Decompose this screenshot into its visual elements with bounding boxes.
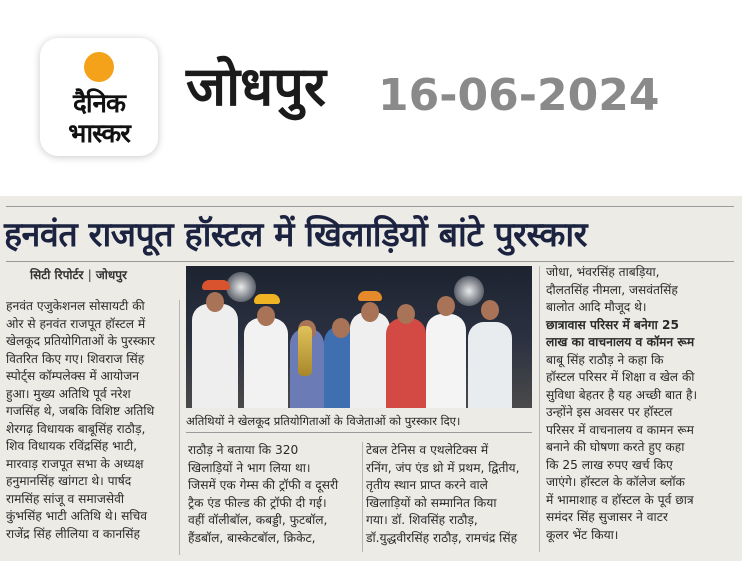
column-divider — [362, 442, 363, 552]
text-line: रनिंग, जंप एंड थ्रो में प्रथम, द्वितीय, — [366, 460, 520, 475]
text-line: मारवाड़ राजपूत सभा के अध्यक्ष — [6, 456, 144, 471]
text-line: गजसिंह थे, जबकि विशिष्ट अतिथि — [6, 404, 155, 418]
article-headline: हनवंत राजपूत हॉस्टल में खिलाड़ियों बांटे पुरस्कार — [4, 215, 588, 255]
text-line: में भामाशाह व हॉस्टल के पूर्व छात्र — [546, 492, 694, 507]
byline-place: जोधपुर — [95, 268, 127, 282]
edition-city: जोधपुर — [186, 55, 327, 118]
sun-icon — [84, 52, 114, 82]
person-head — [437, 296, 455, 316]
text-line: खिलाड़ियों को सम्मानित किया — [366, 495, 497, 510]
text-line: कुंभसिंह भाटी अतिथि थे। सचिव — [6, 509, 147, 523]
text-line: बनाने की घोषणा करते हुए कहा — [546, 440, 685, 454]
byline-separator: | — [87, 268, 92, 282]
text-line: ओर से हनवंत राजपूत हॉस्टल में — [6, 316, 146, 331]
person-head — [481, 300, 499, 320]
logo-text-line2: भास्कर — [68, 119, 130, 149]
text-line: खिलाड़ियों ने भाग लिया था। — [188, 460, 311, 475]
turban — [202, 280, 230, 290]
logo-text-line1: दैनिक — [73, 89, 125, 119]
top-rule — [6, 206, 734, 207]
person-head — [257, 306, 275, 326]
text-line: वितरित किए गए। शिवराज सिंह — [6, 351, 145, 366]
person-head — [397, 304, 415, 324]
page-header — [0, 0, 742, 190]
person-guest — [350, 312, 390, 408]
text-line: उन्होंने इस अवसर पर हॉस्टल — [546, 405, 673, 419]
text-line: जोधा, भंवरसिंह ताबड़िया, — [546, 265, 660, 279]
text-line: हनवंत एजुकेशनल सोसायटी की — [6, 299, 145, 313]
text-line: परिसर में वाचनालय व कामन रूम — [546, 422, 694, 437]
person-winner — [468, 322, 512, 408]
person-head — [206, 292, 224, 312]
text-line: समंदर सिंह सुजासर ने वाटर — [546, 510, 668, 524]
text-line: स्पोर्ट्स कॉम्पलेक्स में आयोजन — [6, 369, 139, 383]
text-line: सुविधा बेहतर है यह अच्छी बात है। — [546, 387, 698, 402]
text-line: कूलर भेंट किया। — [546, 527, 619, 542]
article-column-4 — [546, 264, 714, 544]
text-line: राजेंद्र सिंह लीलिया व कानसिंह — [6, 526, 141, 541]
text-line: ट्रैक एंड फील्ड की ट्रॉफी दी गई। — [188, 495, 327, 510]
text-line: कि 25 लाख रुपए खर्च किए — [546, 457, 673, 472]
text-line: खेलकूद प्रतियोगिताओं के पुरस्कार — [6, 334, 156, 348]
text-line: वहीं वॉलीबॉल, कबड्डी, फुटबॉल, — [188, 513, 328, 527]
text-line: बाबू सिंह राठौड़ ने कहा कि — [546, 352, 664, 367]
person-winner — [426, 314, 466, 408]
turban — [254, 294, 280, 304]
stage-light — [454, 276, 484, 306]
trophy-icon — [298, 326, 312, 376]
text-line: हॉस्टल परिसर में शिक्षा व खेल की — [546, 370, 695, 384]
headline-rule — [6, 261, 734, 262]
text-line: दौलतसिंह नीमला, जसवंतसिंह — [546, 282, 678, 297]
person-head — [332, 318, 350, 338]
person-guest — [244, 318, 288, 408]
subheading-line: छात्रावास परिसर में बनेगा 25 — [546, 317, 680, 332]
award-ceremony-photo — [186, 266, 532, 408]
text-line: बालोत आदि मौजूद थे। — [546, 300, 647, 314]
turban — [358, 291, 382, 301]
caption-rule — [186, 432, 532, 433]
text-line: टेबल टेनिस व एथलेटिक्स में — [366, 443, 489, 457]
text-line: शेरगढ़ विधायक बाबूसिंह राठौड़, — [6, 421, 146, 436]
person-head — [361, 302, 379, 322]
column-divider — [539, 266, 540, 552]
person-winner — [386, 318, 426, 408]
text-line: हनुमानसिंह खांगटा थे। पार्षद — [6, 474, 132, 488]
text-line: डॉ.युद्धवीरसिंह राठौड़, रामचंद्र सिंह — [366, 530, 518, 545]
text-line: हैंडबॉल, बास्केटबॉल, क्रिकेट, — [188, 530, 316, 545]
text-line: तृतीय स्थान प्राप्त करने वाले — [366, 478, 488, 492]
text-line: हुआ। मुख्य अतिथि पूर्व नरेश — [6, 386, 131, 401]
byline-reporter: सिटी रिपोर्टर — [30, 268, 84, 282]
text-line: राठौड़ ने बताया कि 320 — [188, 443, 299, 457]
article-column-3 — [366, 442, 532, 547]
edition-date: 16-06-2024 — [378, 70, 660, 121]
text-line: जाएंगे। हॉस्टल के कॉलेज ब्लॉक — [546, 475, 685, 489]
person-guest — [192, 304, 238, 408]
text-line: शिव विधायक रविंद्रसिंह भाटी, — [6, 439, 138, 453]
text-line: जिसमें एक गेम्स की ट्रॉफी व दूसरी — [188, 478, 339, 492]
column-divider — [179, 300, 180, 555]
subheading-line: लाख का वाचनालय व कॉमन रूम — [546, 335, 695, 349]
text-line: रामसिंह सांजू व समाजसेवी — [6, 491, 125, 506]
article-byline — [30, 266, 127, 283]
photo-caption: अतिथियों ने खेलकूद प्रतियोगिताओं के विजेताओं को पुरस्कार दिए। — [186, 414, 461, 428]
text-line: गया। डॉ. शिवसिंह राठौड़, — [366, 513, 478, 527]
article-column-1 — [6, 298, 172, 543]
dainik-bhaskar-logo — [40, 38, 158, 156]
stage-light — [226, 272, 256, 302]
article-column-2 — [188, 442, 362, 547]
